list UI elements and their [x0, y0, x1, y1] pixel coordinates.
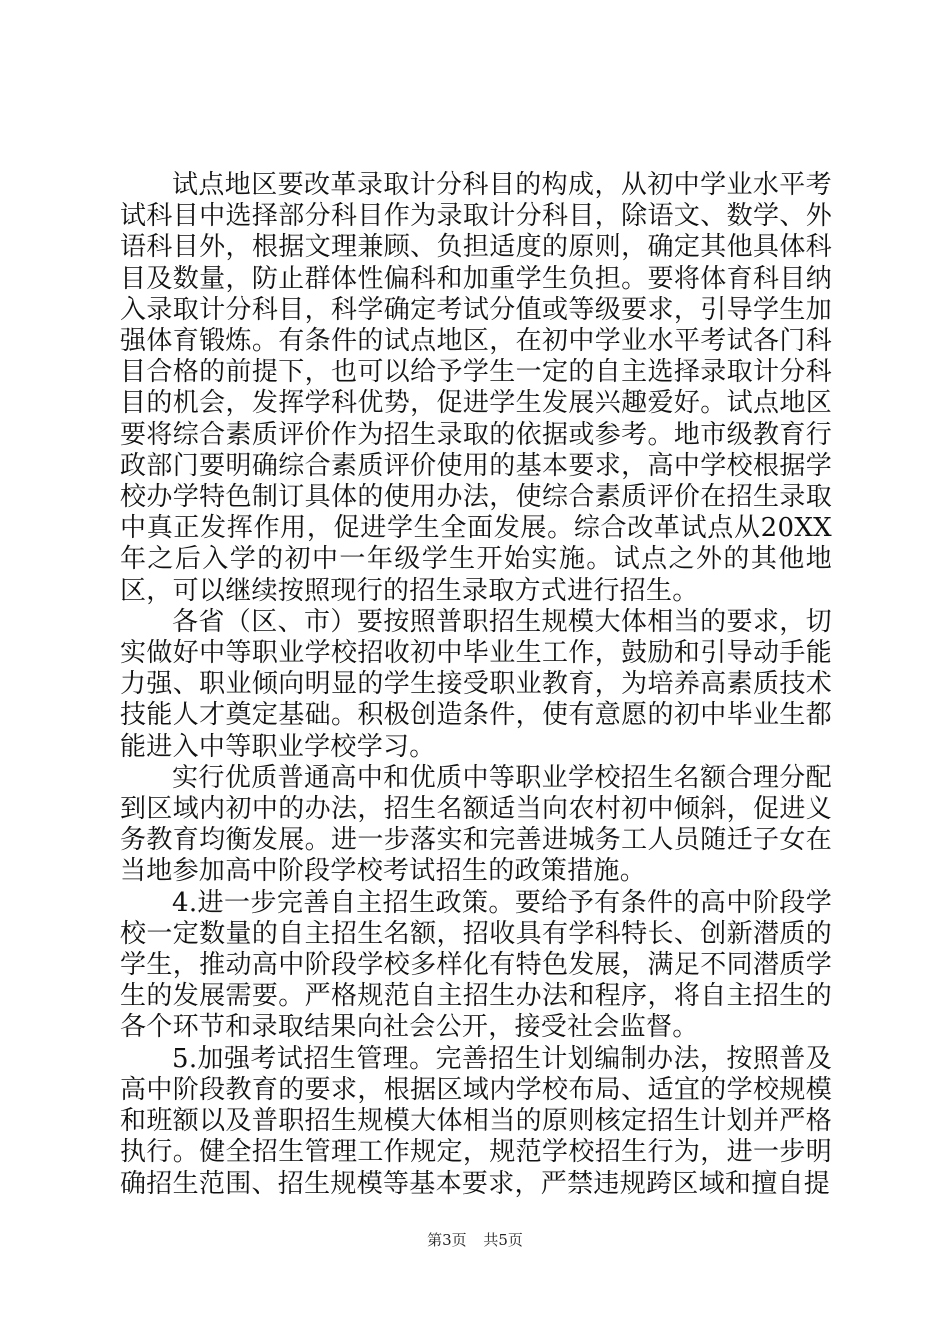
paragraph-5: 5.加强考试招生管理。完善招生计划编制办法，按照普及高中阶段教育的要求，根据区域内学校布局、适宜的学校规模和班额以及普职招生规模大体相当的原则核定招生计划并严格执行。健全招生管理工作规定，规范学校招生行为，进一步明确招生范围、招生规模等基本要求，严禁违规跨区域和擅自提 [120, 1043, 832, 1199]
paragraph-3: 实行优质普通高中和优质中等职业学校招生名额合理分配到区域内初中的办法，招生名额适当向农村初中倾斜，促进义务教育均衡发展。进一步落实和完善进城务工人员随迁子女在当地参加高中阶段学校考试招生的政策措施。 [120, 762, 832, 887]
paragraph-2: 各省（区、市）要按照普职招生规模大体相当的要求，切实做好中等职业学校招收初中毕业生工作，鼓励和引导动手能力强、职业倾向明显的学生接受职业教育，为培养高素质技术技能人才奠定基础。积极创造条件，使有意愿的初中毕业生都能进入中等职业学校学习。 [120, 606, 832, 762]
document-body [120, 170, 832, 1200]
page-number: 第3页 [427, 1231, 467, 1249]
page-total: 共5页 [483, 1231, 523, 1249]
paragraph-1: 试点地区要改革录取计分科目的构成，从初中学业水平考试科目中选择部分科目作为录取计分科目，除语文、数学、外语科目外，根据文理兼顾、负担适度的原则，确定其他具体科目及数量，防止群体性偏科和加重学生负担。要将体育科目纳入录取计分科目，科学确定考试分值或等级要求，引导学生加强体育锻炼。有条件的试点地区，在初中学业水平考试各门科目合格的前提下，也可以给予学生一定的自主选择录取计分科目的机会，发挥学科优势，促进学生发展兴趣爱好。试点地区要将综合素质评价作为招生录取的依据或参考。地市级教育行政部门要明确综合素质评价使用的基本要求，高中学校根据学校办学特色制订具体的使用办法，使综合素质评价在招生录取中真正发挥作用，促进学生全面发展。综合改革试点从20XX年之后入学的初中一年级学生开始实施。试点之外的其他地区，可以继续按照现行的招生录取方式进行招生。 [120, 170, 832, 606]
paragraph-4: 4.进一步完善自主招生政策。要给予有条件的高中阶段学校一定数量的自主招生名额，招收具有学科特长、创新潜质的学生，推动高中阶段学校多样化有特色发展，满足不同潜质学生的发展需要。严格规范自主招生办法和程序，将自主招生的各个环节和录取结果向社会公开，接受社会监督。 [120, 887, 832, 1043]
page-footer [0, 1230, 950, 1250]
